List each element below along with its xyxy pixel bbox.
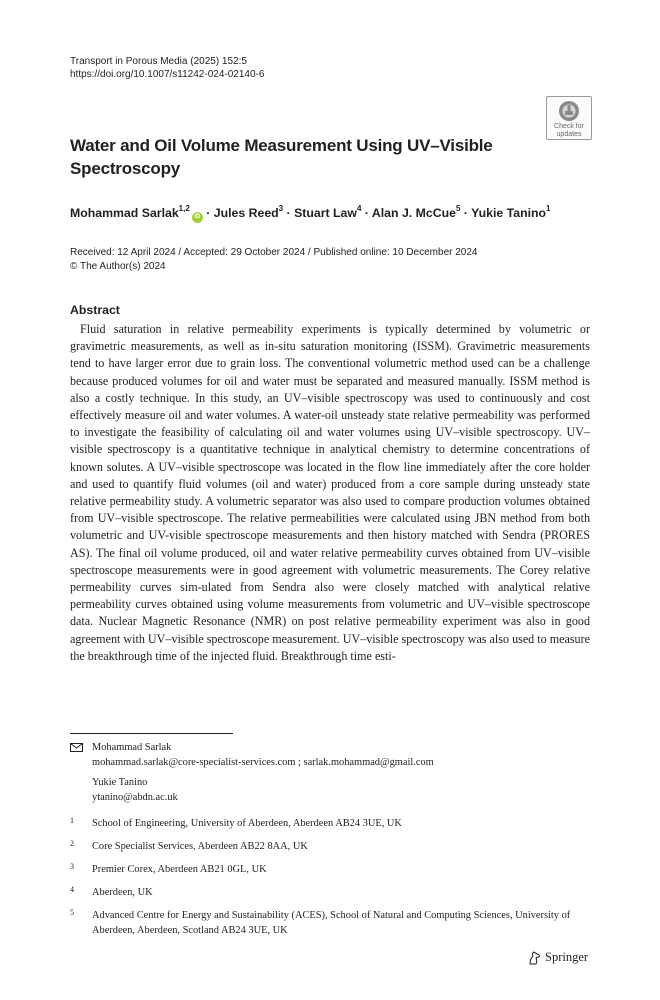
affiliation-number: 1 bbox=[70, 816, 74, 825]
affiliation-list bbox=[70, 817, 590, 947]
affiliation-item bbox=[70, 909, 590, 938]
affiliation-text: Core Specialist Services, Aberdeen AB22 8AA, UK bbox=[92, 841, 308, 852]
check-for-updates-badge[interactable] bbox=[546, 96, 592, 140]
author-name[interactable]: Stuart Law bbox=[294, 206, 357, 221]
author-affiliation-sup: 3 bbox=[278, 204, 284, 213]
journal-header bbox=[70, 55, 264, 81]
publisher-name: Springer bbox=[545, 950, 589, 964]
copyright-notice: © The Author(s) 2024 bbox=[70, 261, 166, 272]
contact-email-link[interactable]: ytanino@abdn.ac.uk bbox=[92, 792, 178, 803]
affiliation-text: Premier Corex, Aberdeen AB21 0GL, UK bbox=[92, 864, 267, 875]
abstract-heading: Abstract bbox=[70, 303, 120, 317]
corresponding-authors bbox=[70, 740, 434, 805]
affiliation-number: 2 bbox=[70, 839, 74, 848]
badge-line-2: updates bbox=[556, 131, 582, 138]
contact-email-link[interactable]: mohammad.sarlak@core-specialist-services.com ; sarlak.mohammad@gmail.com bbox=[92, 757, 434, 768]
author-separator: · bbox=[202, 206, 214, 221]
journal-citation: Transport in Porous Media (2025) 152:5 bbox=[70, 56, 247, 67]
contact-name: Mohammad Sarlak bbox=[92, 742, 172, 753]
affiliation-text: Aberdeen, UK bbox=[92, 887, 153, 898]
publication-history: Received: 12 April 2024 / Accepted: 29 October 2024 / Published online: 10 December 2024 bbox=[70, 247, 478, 258]
contact-entry bbox=[70, 775, 434, 805]
author-affiliation-sup: 1,2 bbox=[178, 204, 190, 213]
badge-line-1: Check for bbox=[554, 123, 584, 130]
author-name[interactable]: Mohammad Sarlak bbox=[70, 206, 179, 221]
author-separator: · bbox=[460, 206, 472, 221]
author-affiliation-sup: 1 bbox=[546, 204, 551, 213]
orcid-icon[interactable]: iD bbox=[192, 212, 203, 223]
affiliation-number: 3 bbox=[70, 862, 74, 871]
author-affiliation-sup: 5 bbox=[455, 204, 461, 213]
author-name[interactable]: Yukie Tanino bbox=[471, 206, 547, 221]
affiliation-item bbox=[70, 840, 590, 855]
author-affiliation-sup: 4 bbox=[356, 204, 362, 213]
affiliation-number: 4 bbox=[70, 885, 74, 894]
publication-dates bbox=[70, 246, 478, 274]
contact-entry bbox=[70, 740, 434, 770]
affiliation-item bbox=[70, 886, 590, 901]
envelope-icon bbox=[70, 743, 83, 752]
author-name[interactable]: Alan J. McCue bbox=[371, 206, 456, 221]
affiliation-number: 5 bbox=[70, 908, 74, 917]
author-separator: · bbox=[361, 206, 372, 221]
affiliation-text: School of Engineering, University of Aberdeen, Aberdeen AB24 3UE, UK bbox=[92, 818, 402, 829]
journal-doi-link[interactable]: https://doi.org/10.1007/s11242-024-02140-6 bbox=[70, 69, 265, 80]
author-name[interactable]: Jules Reed bbox=[213, 206, 279, 221]
abstract-text: Fluid saturation in relative permeability experiments is typically determined by volumetric or gravimetric measurements, as well as in-situ saturation monitoring (ISSM). Gravimetric measurements tend to have larger error due to grain loss. The conventional volumetric method used can be a challenge because produced volumes for oil and water must be separated and measured manually. ISSM method is also a costly technique. In this study, an UV–visible spectroscopy was used to continuously and cost effectively measure oil and water volumes. A water-oil unsteady state relative permeability was performed to investigate the feasibility of calculating oil and water volumes using UV–visible spectroscopy. UV–visible spectroscopy is a quantitative technique in analytical chemistry to determine concentrations of known solutes. A UV–visible spectroscope was located in the flow line immediately after the core holder and used to quantify fluid volumes (oil and water) produced from a core sample during unsteady state relative permeability study. A volumetric separator was also used to compare production volumes obtained from UV–visible spectroscope. The relative permeabilities were calculated using JBN method from both volumetric and UV-visible spectroscope measurements and then history matched with Sendra (PRORES AS). The final oil volume produced, oil and water relative permeability curves obtained from UV–visible spectroscope measurements were in good agreement with volumetric measurements. The Corey relative permeability curves sim-ulated from Sendra also were closely matched with analytical relative permeability curves obtained using volume measurements from volumetric and UV–visible spectroscope data. Nuclear Magnetic Resonance (NMR) on post relative permeability experiment was also in good agreement with UV–visible spectroscope measurement. UV–visible spectroscopy was also used to measure the breakthrough time of the injected fluid. Breakthrough time esti- bbox=[70, 322, 590, 663]
contact-name: Yukie Tanino bbox=[92, 777, 148, 788]
springer-horse-icon bbox=[528, 951, 541, 965]
publisher-logo bbox=[528, 950, 588, 965]
affiliation-item bbox=[70, 817, 590, 832]
article-title: Water and Oil Volume Measurement Using UV–Visible Spectroscopy bbox=[70, 136, 493, 178]
footnote-divider bbox=[70, 733, 233, 734]
affiliation-item bbox=[70, 863, 590, 878]
check-for-updates-icon bbox=[558, 100, 580, 122]
affiliation-text: Advanced Centre for Energy and Sustainability (ACES), School of Natural and Computing Sciences, University of Aberdeen, Aberdeen, Scotland AB24 3UE, UK bbox=[92, 910, 571, 936]
author-list bbox=[70, 205, 551, 223]
author-separator: · bbox=[283, 206, 295, 221]
